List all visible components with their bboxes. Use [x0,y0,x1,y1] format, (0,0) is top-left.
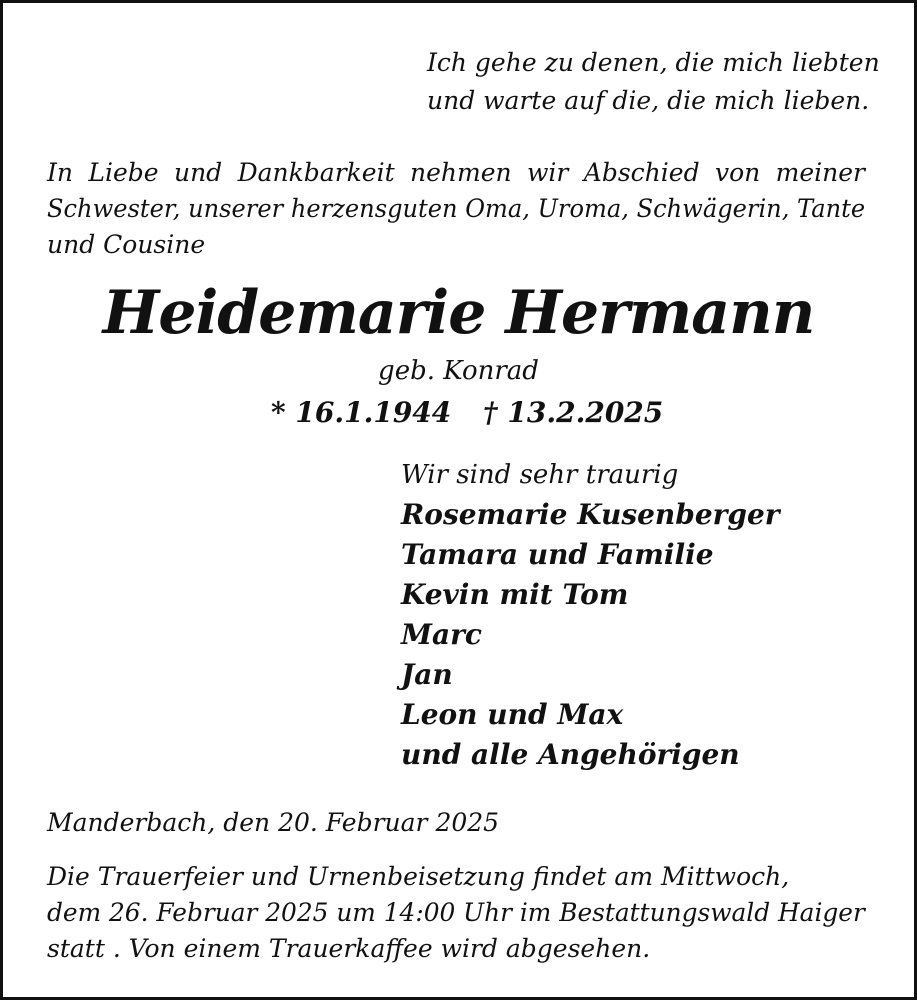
ceremony-line-2: dem 26. Februar 2025 um 14:00 Uhr im Bestattungswald Haiger [47,898,865,927]
mourner-name: Leon und Max [401,698,624,731]
mourner-name: Kevin mit Tom [401,578,629,611]
mourner-name: Marc [401,618,482,651]
intro-line-2: Schwester, unserer herzensguten Oma, Uroma, Schwägerin, Tante [47,194,866,223]
intro-line-3: und Cousine [47,230,206,259]
deceased-name: Heidemarie Hermann [102,278,815,348]
death-date: † 13.2.2025 [483,396,664,429]
mourner-name: Jan [401,658,453,691]
mourners-heading: Wir sind sehr traurig [401,460,679,490]
ceremony-line-3: statt . Von einem Trauerkaffee wird abgesehen. [47,934,651,963]
intro-line-1: In Liebe und Dankbarkeit nehmen wir Abschied von meiner [47,158,865,187]
motto-line-2: und warte auf die, die mich lieben. [427,86,870,115]
birth-date: * 16.1.1944 [271,396,452,429]
mourner-name: und alle Angehörigen [401,738,740,771]
place-and-date: Manderbach, den 20. Februar 2025 [47,808,500,837]
mourner-name: Rosemarie Kusenberger [401,498,780,531]
mourner-name: Tamara und Familie [401,538,714,571]
motto-line-1: Ich gehe zu denen, die mich liebten [427,48,880,77]
ceremony-line-1: Die Trauerfeier und Urnenbeisetzung findet am Mittwoch, [47,862,790,891]
maiden-name: geb. Konrad [378,356,539,386]
